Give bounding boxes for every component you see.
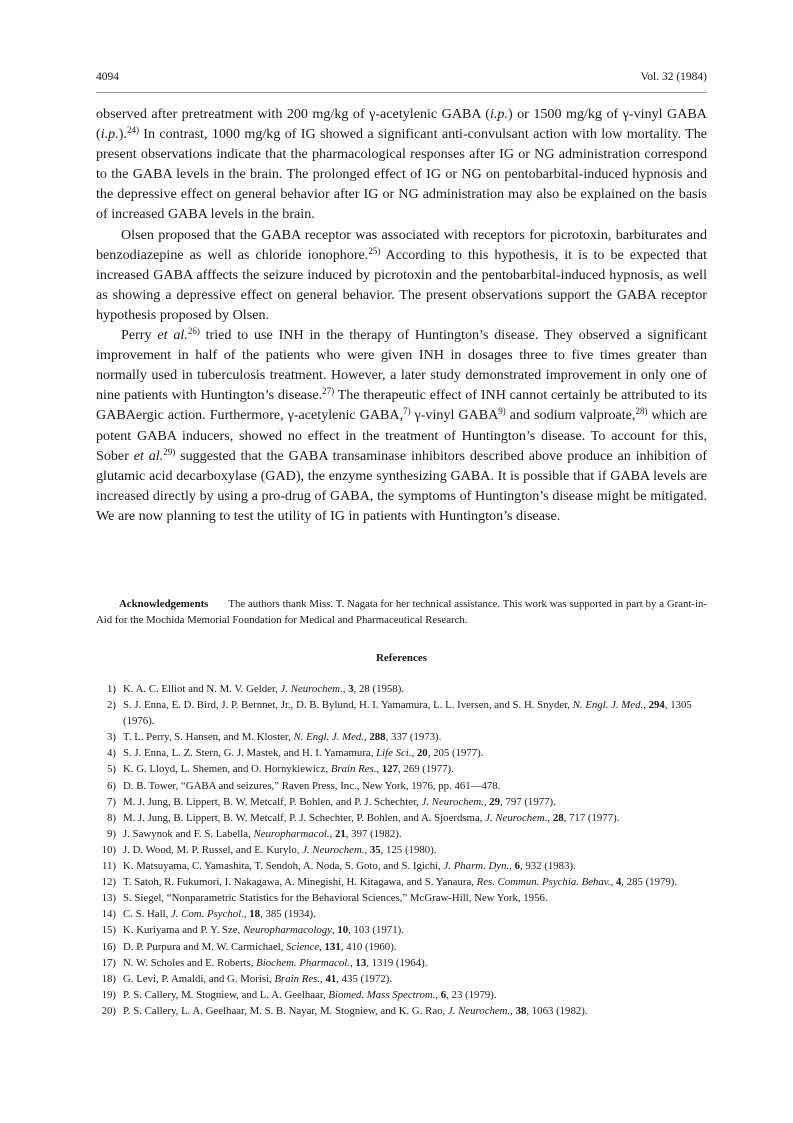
reference-text: J. D. Wood, M. P. Russel, and E. Kurylo, J. Neurochem., 35, 125 (1980). bbox=[123, 843, 437, 856]
reference-item bbox=[96, 810, 707, 826]
reference-number: 6) bbox=[107, 779, 116, 792]
reference-number: 3) bbox=[107, 731, 116, 744]
acknowledgements bbox=[96, 596, 707, 628]
paragraph-1: observed after pretreatment with 200 mg/kg of γ-acetylenic GABA (i.p.) or 1500 mg/kg of γ-vinyl GABA (i.p.).$^{24)}$ In contrast, 1000 mg/kg of IG showed a significant anti-convulsant action with low mortality. The present observations indicate that the pharmacological responses after IG or NG administration correspond to the GABA levels in the brain. The prolonged effect of IG or NG on pentobarbital-induced hypnosis and the depressive effect on general behavior after IG or NG administration may also be explained on the basis of increased GABA levels in the brain. bbox=[96, 106, 707, 223]
reference-text: T. Satoh, R. Fukumori, I. Nakagawa, A. Minegishi, H. Kitagawa, and S. Yanaura, Res. Commun. Psychia. Behav., 4, 285 (1979). bbox=[123, 876, 678, 889]
volume-info: Vol. 32 (1984) bbox=[640, 71, 707, 83]
paragraph-3: Perry et al.$^{26)}$ tried to use INH in the therapy of Huntington’s disease. They observed a significant improvement in half of the patients who were given INH in dosages three to five times greater than normally used in tuberculosis treatment. However, a later study demonstrated improvement in only one of nine patients with Huntington’s disease.$^{27)}$ The therapeutic effect of INH cannot certainly be attributed to its GABAergic action. Furthermore, γ-acetylenic GABA,$^{7)}$ γ-vinyl GABA$^{9)}$ and sodium valproate,$^{28)}$ which are potent GABA inducers, showed no effect in the treatment of Huntington’s disease. To account for this, Sober et al.$^{29)}$ suggested that the GABA transaminase inhibitors described above produce an inhibition of glutamic acid decarboxylase (GAD), the enzyme synthesizing GABA. It is possible that if GABA levels are increased directly by using a pro-drug of GABA, the symptoms of Huntington’s disease might be mitigated. We are now planning to test the utility of IG in patients with Huntington’s disease. bbox=[96, 326, 708, 524]
reference-number: 9) bbox=[107, 827, 116, 840]
reference-text: T. L. Perry, S. Hansen, and M. Kloster, N. Engl. J. Med., 288, 337 (1973). bbox=[123, 731, 442, 744]
reference-text: G. Levi, P. Amaldi, and G. Morisi, Brain Res., 41, 435 (1972). bbox=[123, 972, 393, 985]
citation-superscript: 28) bbox=[635, 406, 648, 417]
reference-text: S. J. Enna, E. D. Bird, J. P. Bernnet, Jr., D. B. Bylund, H. I. Yamamura, L. L. Iversen, and S. H. Snyder, N. Engl. J. Med., 294, 1305 (1976). bbox=[123, 699, 692, 728]
citation-superscript: 26) bbox=[187, 326, 200, 337]
reference-text: M. J. Jung, B. Lippert, B. W. Metcalf, P. J. Schechter, P. Bohlen, and A. Sjoerdsma, J. Neurochem., 28, 717 (1977). bbox=[123, 811, 620, 824]
citation-superscript: 29) bbox=[163, 446, 176, 457]
reference-number: 1) bbox=[107, 683, 116, 695]
paragraph-2: Olsen proposed that the GABA receptor was associated with receptors for picrotoxin, barbiturates and benzodiazepine as well as chloride ionophore.$^{25)}$ According to this hypothesis, it is to be expected that increased GABA afffects the seizure induced by picrotoxin and the pentobarbital-induced hypnosis, as well as showing a depressive effect on general behavior. The present observations support the GABA receptor hypothesis proposed by Olsen. bbox=[96, 226, 707, 323]
acknowledgements-text: The authors thank Miss. T. Nagata for her technical assistance. This work was supported in part by a Grant-in-Aid for the Mochida Memorial Foundation for Medical and Pharmaceutical Research. bbox=[96, 598, 707, 627]
reference-number: 5) bbox=[107, 763, 116, 776]
reference-text: D. P. Purpura and M. W. Carmichael, Science, 131, 410 (1960). bbox=[123, 940, 397, 953]
reference-number: 10) bbox=[101, 843, 116, 856]
reference-item bbox=[96, 922, 707, 938]
citation-superscript: 7) bbox=[403, 406, 411, 417]
reference-item bbox=[96, 906, 707, 922]
reference-item bbox=[96, 1003, 707, 1019]
reference-text: S. Siegel, “Nonparametric Statistics for the Behavioral Sciences,” McGraw-Hill, New York, 1956. bbox=[123, 892, 548, 905]
reference-text: K. G. Lloyd, L. Shemen, and O. Hornykiewicz, Brain Res., 127, 269 (1977). bbox=[123, 763, 454, 776]
citation-superscript: 27) bbox=[322, 386, 335, 397]
reference-number: 12) bbox=[101, 876, 116, 889]
citation-superscript: 24) bbox=[126, 125, 139, 136]
page-header bbox=[96, 71, 707, 87]
acknowledgements-title: Acknowledgements bbox=[119, 598, 209, 610]
reference-item bbox=[96, 778, 707, 794]
reference-item bbox=[96, 874, 707, 890]
reference-number: 14) bbox=[101, 908, 116, 921]
reference-item bbox=[96, 681, 707, 697]
page-number: 4094 bbox=[96, 71, 119, 83]
body-text bbox=[96, 104, 707, 526]
reference-number: 18) bbox=[101, 972, 116, 985]
reference-item bbox=[96, 794, 707, 810]
reference-text: N. W. Scholes and E. Roberts, Biochem. Pharmacol., 13, 1319 (1964). bbox=[123, 956, 428, 969]
reference-item bbox=[96, 955, 707, 971]
reference-text: K. Matsuyama, C. Yamashita, T. Sendoh, A. Noda, S. Goto, and S. Igichi, J. Pharm. Dyn., 6, 932 (1983). bbox=[123, 860, 576, 873]
references-list bbox=[96, 681, 707, 1019]
reference-number: 13) bbox=[101, 892, 116, 905]
reference-number: 17) bbox=[101, 956, 116, 969]
reference-item bbox=[96, 858, 707, 874]
reference-item bbox=[96, 745, 707, 761]
reference-text: C. S. Hall, J. Com. Psychol., 18, 385 (1934). bbox=[123, 908, 316, 921]
reference-number: 16) bbox=[101, 940, 116, 953]
reference-number: 11) bbox=[102, 860, 116, 873]
reference-number: 19) bbox=[101, 988, 116, 1001]
reference-number: 7) bbox=[107, 795, 116, 808]
reference-item bbox=[96, 939, 707, 955]
reference-text: J. Sawynok and F. S. Labella, Neuropharmacol., 21, 397 (1982). bbox=[123, 827, 402, 840]
reference-text: P. S. Callery, L. A. Geelhaar, M. S. B. Nayar, M. Stogniew, and K. G. Rao, J. Neurochem., 38, 1063 (1982). bbox=[123, 1004, 588, 1017]
reference-item bbox=[96, 890, 707, 906]
references-heading: References bbox=[375, 652, 428, 664]
reference-item bbox=[96, 697, 707, 729]
citation-superscript: 9) bbox=[498, 406, 506, 417]
citation-superscript: 25) bbox=[368, 245, 381, 256]
reference-number: 2) bbox=[107, 699, 116, 712]
reference-text: P. S. Callery, M. Stogniew, and L. A. Geelhaar, Biomed. Mass Spectrom., 6, 23 (1979). bbox=[123, 988, 497, 1001]
reference-item bbox=[96, 826, 707, 842]
reference-text: M. J. Jung, B. Lippert, B. W. Metcalf, P. Bohlen, and P. J. Schechter, J. Neurochem., 29, 797 (1977). bbox=[123, 795, 556, 808]
reference-item bbox=[96, 729, 707, 745]
reference-text: K. A. C. Elliot and N. M. V. Gelder, J. Neurochem., 3, 28 (1958). bbox=[123, 683, 404, 695]
reference-item bbox=[96, 987, 707, 1003]
reference-number: 15) bbox=[101, 924, 116, 937]
reference-item bbox=[96, 761, 707, 777]
reference-item bbox=[96, 971, 707, 987]
reference-number: 8) bbox=[107, 811, 116, 824]
reference-text: D. B. Tower, “GABA and seizures,” Raven Press, Inc., New York, 1976, pp. 461—478. bbox=[123, 779, 501, 792]
reference-text: K. Kuriyama and P. Y. Sze, Neuropharmacology, 10, 103 (1971). bbox=[123, 924, 404, 937]
reference-item bbox=[96, 842, 707, 858]
header-rule bbox=[96, 92, 707, 93]
reference-text: S. J. Enna, L. Z. Stern, G. J. Mastek, and H. I. Yamamura, Life Sci., 20, 205 (1977). bbox=[123, 747, 484, 760]
reference-number: 20) bbox=[101, 1004, 116, 1017]
reference-number: 4) bbox=[107, 747, 116, 760]
